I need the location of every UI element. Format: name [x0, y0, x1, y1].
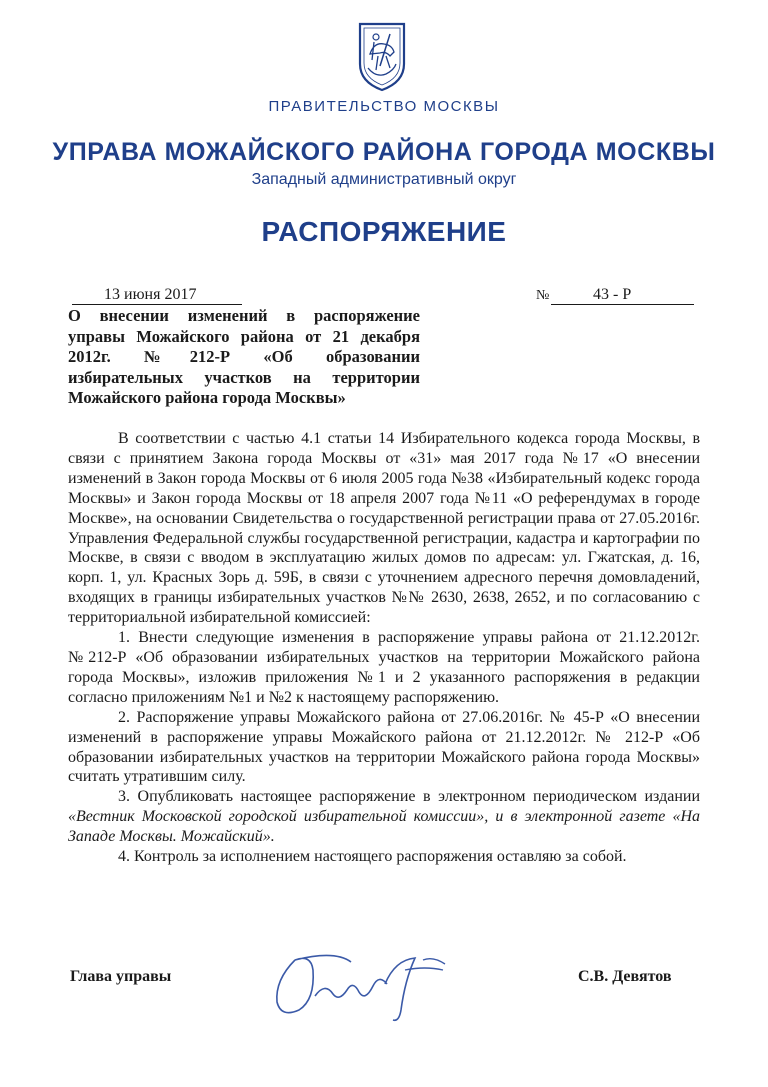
document-date — [72, 286, 242, 305]
subject-line: 2012г. №212-Р «Об образовании — [68, 347, 420, 366]
item-1-paragraph: 1. Внести следующие изменения в распоряжение управы района от 21.12.2012г. №212-Р «Об образовании избирательных участков на территории Можайского района города Москвы», изложив приложения №1 и 2 указанного распоряжения в редакции согласно приложениям №1 и №2 к настоящему распоряжению. — [68, 629, 700, 706]
signatory-title: Глава управы — [70, 968, 172, 985]
preamble-paragraph: В соответствии с частью 4.1 статьи 14 Избирательного кодекса города Москвы, в связи с принятием Закона города Москвы от «31» мая 2017 года №17 «О внесении изменений в Закон города Москвы от 6 июля 2005 года №38 «Избирательный кодекс города Москвы» и Закон города Москвы от 18 апреля 2007 года №11 «О референдумах в городе Москве», на основании Свидетельства о государственной регистрации права от 27.05.2016г. Управления Федеральной службы государственной регистрации, кадастра и картографии по Москве, в связи с вводом в эксплуатацию жилых домов по адресам: ул. Гжатская, д. 16, корп. 1, ул. Красных Зорь д. 59Б, в связи с уточнением адресного перечня домовладений, входящих в границы избирательных участков №№ 2630, 2638, 2652, и по согласованию с территориальной избирательной комиссией: — [68, 430, 700, 627]
number-value: 43 - Р — [593, 286, 632, 303]
handwritten-signature — [255, 940, 455, 1025]
item-4-paragraph: 4. Контроль за исполнением настоящего распоряжения оставляю за собой. — [118, 848, 627, 866]
number-label: № — [536, 288, 550, 303]
item-3-text: 3. Опубликовать настоящее распоряжение в электронном периодическом издании — [118, 788, 700, 806]
district-subtitle: Западный административный округ — [251, 171, 517, 188]
document-type-title: РАСПОРЯЖЕНИЕ — [261, 216, 507, 247]
moscow-coat-of-arms-icon — [356, 20, 408, 92]
signatory-name: С.В. Девятов — [578, 968, 672, 985]
subject-line: избирательных участков на территории — [68, 367, 420, 387]
subject-line: Можайского района города Москвы» — [68, 388, 346, 407]
document-number — [551, 286, 694, 305]
subject-line: управы Можайского района от 21 декабря — [68, 326, 420, 346]
government-heading: ПРАВИТЕЛЬСТВО МОСКВЫ — [268, 98, 500, 115]
subject-line: О внесении изменений в распоряжение — [68, 306, 420, 325]
document-subject — [68, 306, 420, 409]
item-3-publications: «Вестник Московской городской избирательной комиссии», и в электронной газете «На Западе Москвы. Можайский». — [68, 808, 700, 846]
authority-heading: УПРАВА МОЖАЙСКОГО РАЙОНА ГОРОДА МОСКВЫ — [52, 138, 716, 166]
item-3-paragraph — [68, 787, 700, 847]
item-2-paragraph: 2. Распоряжение управы Можайского района от 27.06.2016г. № 45-Р «О внесении изменений в распоряжение управы Можайского района от 21.12.2012г. № 212-Р «Об образовании избирательных участков на территории Можайского района города Москвы» считать утратившим силу. — [68, 708, 700, 786]
date-value: 13 июня 2017 — [104, 286, 197, 303]
document-body — [68, 429, 700, 867]
